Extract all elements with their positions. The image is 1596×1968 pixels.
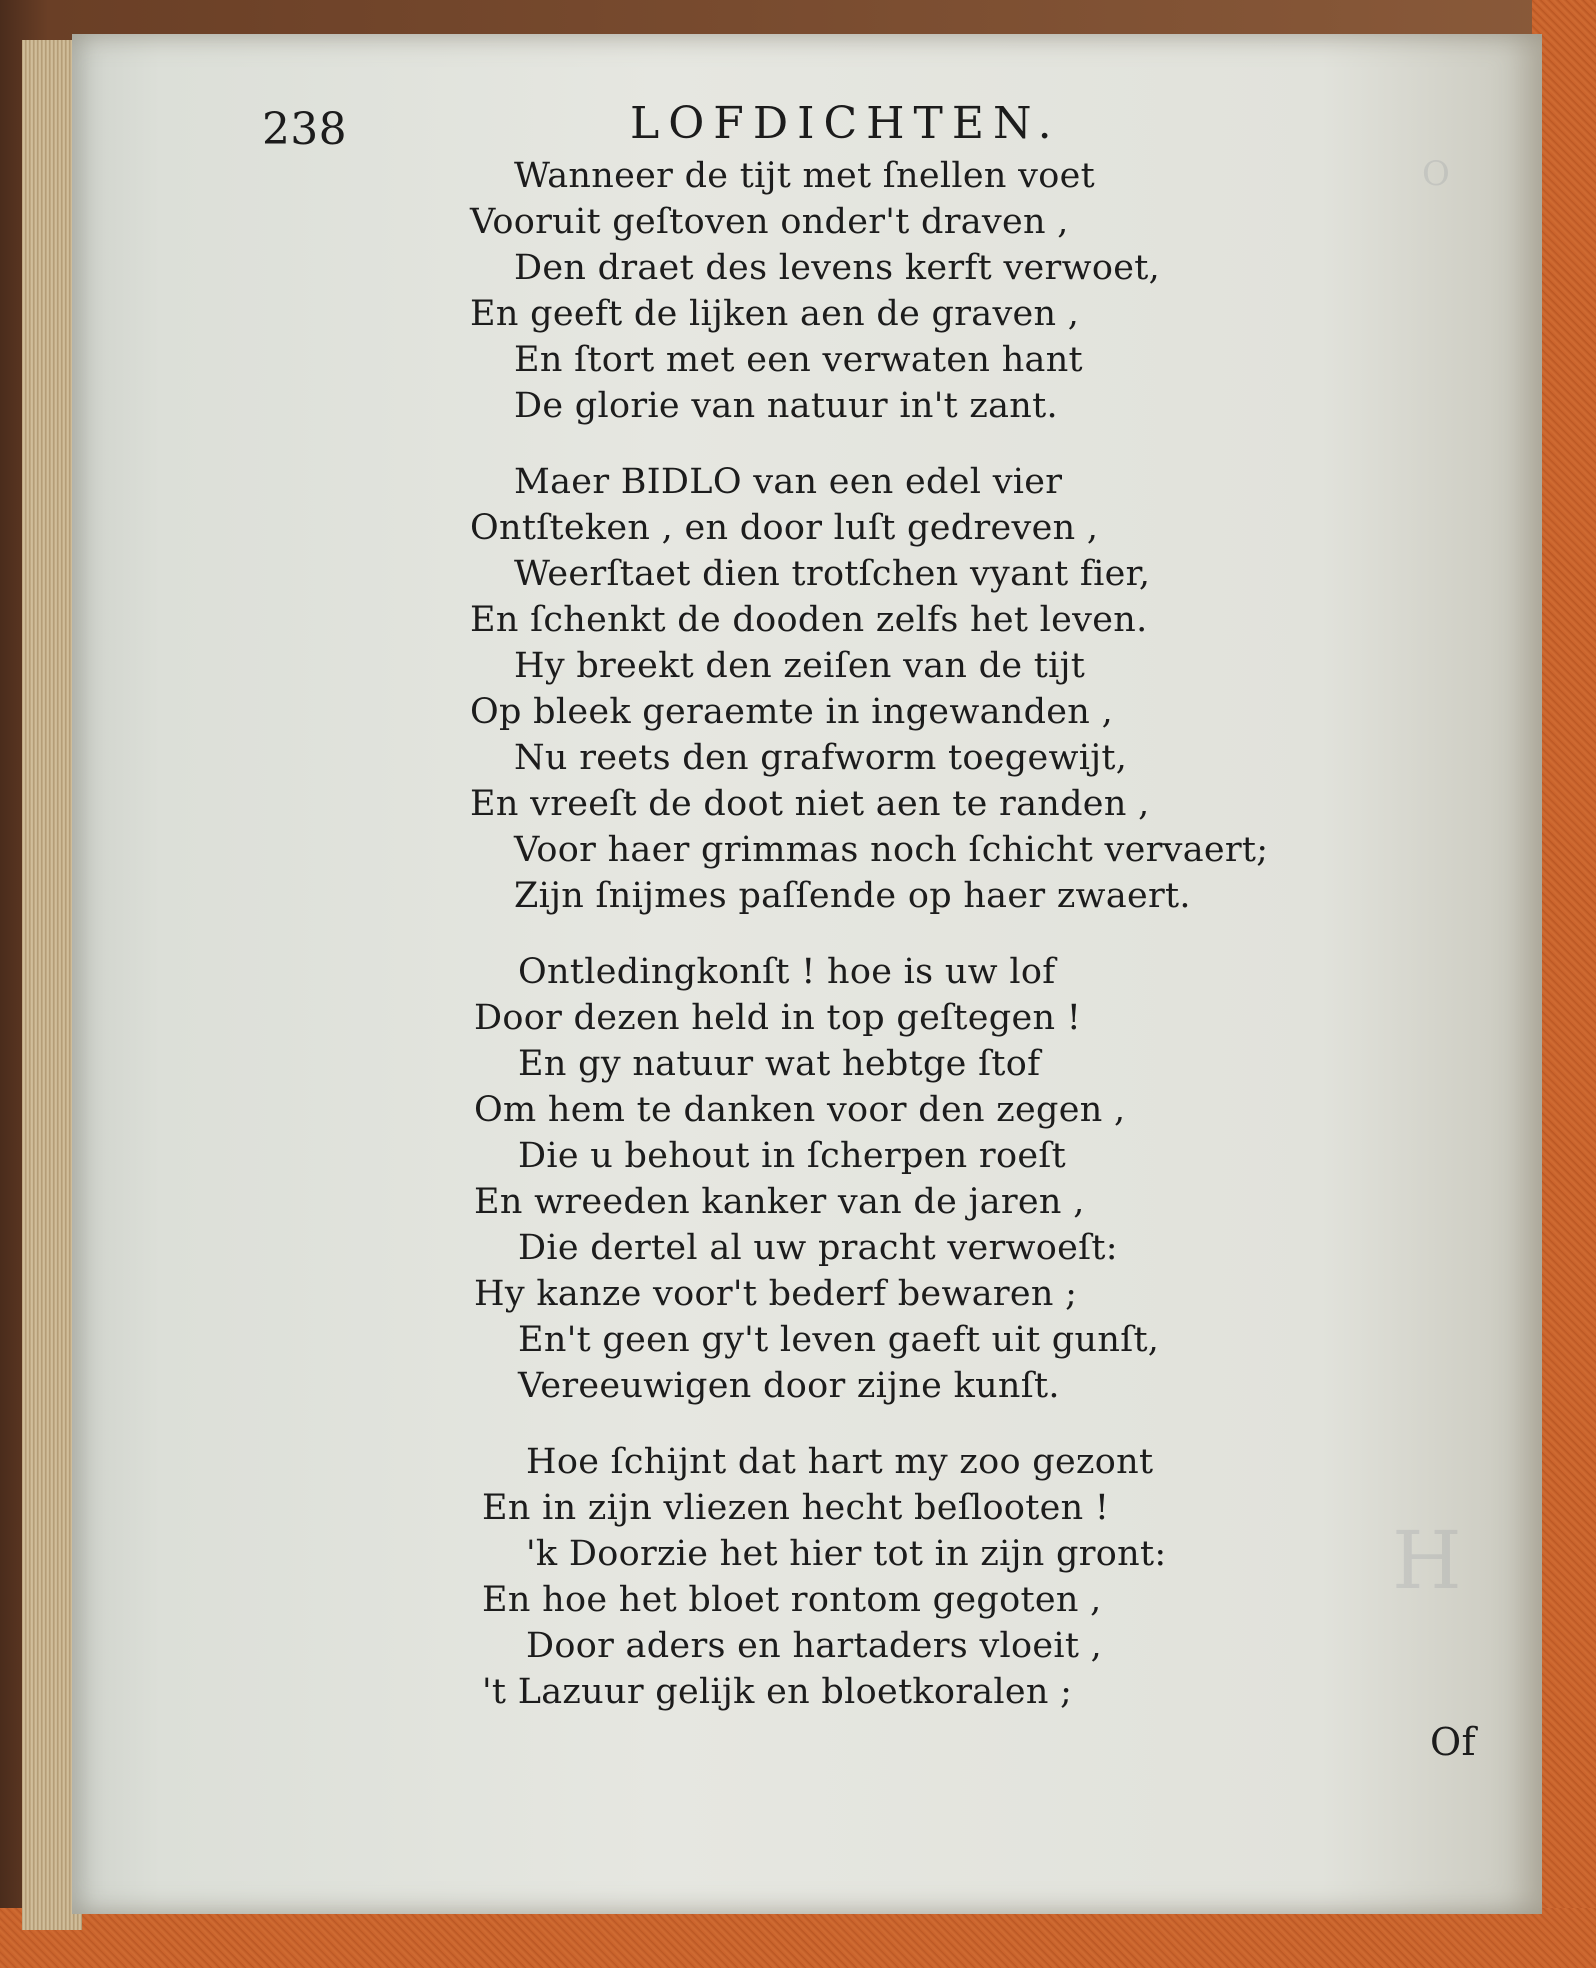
poem-line: 'k Doorzie het hier tot in zijn gront: [526,1534,1167,1574]
poem-line: Maer BIDLO van een edel vier [514,462,1063,502]
poem-line: Door dezen held in top geſtegen ! [474,998,1082,1038]
poem-line: En geeft de lijken aen de graven , [470,294,1080,334]
poem-line: En't geen gy't leven gaeft uit gunſt, [518,1320,1160,1360]
poem-line: Voor haer grimmas noch ſchicht vervaert; [514,830,1269,870]
poem-line: En in zijn vliezen hecht beſlooten ! [482,1488,1110,1528]
poem-line: Die dertel al uw pracht verwoeſt: [518,1228,1118,1268]
poem-line: Zijn ſnijmes paſſende op haer zwaert. [514,876,1191,916]
poem-line: En vreeſt de doot niet aen te randen , [470,784,1150,824]
poem-line: Op bleek geraemte in ingewanden , [470,692,1113,732]
poem-line: Om hem te danken voor den zegen , [474,1090,1126,1130]
poem-line: De glorie van natuur in't zant. [514,386,1058,426]
poem-line: En ſchenkt de dooden zelfs het leven. [470,600,1148,640]
book-cover-bottom [0,1908,1596,1968]
running-head: LOFDICHTEN. [630,98,1061,149]
show-through-initial: H [1392,1514,1462,1607]
poem-line: Weerſtaet dien trotſchen vyant fier, [514,554,1151,594]
poem-line: Die u behout in ſcherpen roeſt [518,1136,1066,1176]
poem-line: Door aders en hartaders vloeit , [526,1626,1103,1666]
poem-line: Ontledingkonſt ! hoe is uw lof [518,952,1056,992]
poem-line: 't Lazuur gelijk en bloetkoralen ; [482,1672,1073,1712]
poem-line: En gy natuur wat hebtge ſtof [518,1044,1041,1084]
poem-line: Wanneer de tijt met ſnellen voet [514,156,1095,196]
poem-line: Den draet des levens kerft verwoet, [514,248,1161,288]
poem-line: Ontſteken , en door luſt gedreven , [470,508,1099,548]
poem-line: En wreeden kanker van de jaren , [474,1182,1085,1222]
show-through-text: O [1422,154,1450,194]
poem-line: En hoe het bloet rontom gegoten , [482,1580,1102,1620]
poem-line: Vereeuwigen door zijne kunſt. [518,1366,1060,1406]
poem-line: Hoe ſchijnt dat hart my zoo gezont [526,1442,1154,1482]
poem-line: En ſtort met een verwaten hant [514,340,1083,380]
poem-line: Nu reets den grafworm toegewijt, [514,738,1128,778]
catchword: Of [1430,1720,1476,1764]
poem-line: Hy breekt den zeiſen van de tijt [514,646,1086,686]
poem-line: Hy kanze voor't bederf bewaren ; [474,1274,1078,1314]
page-number: 238 [262,104,347,155]
poem-line: Vooruit geſtoven onder't draven , [470,202,1069,242]
